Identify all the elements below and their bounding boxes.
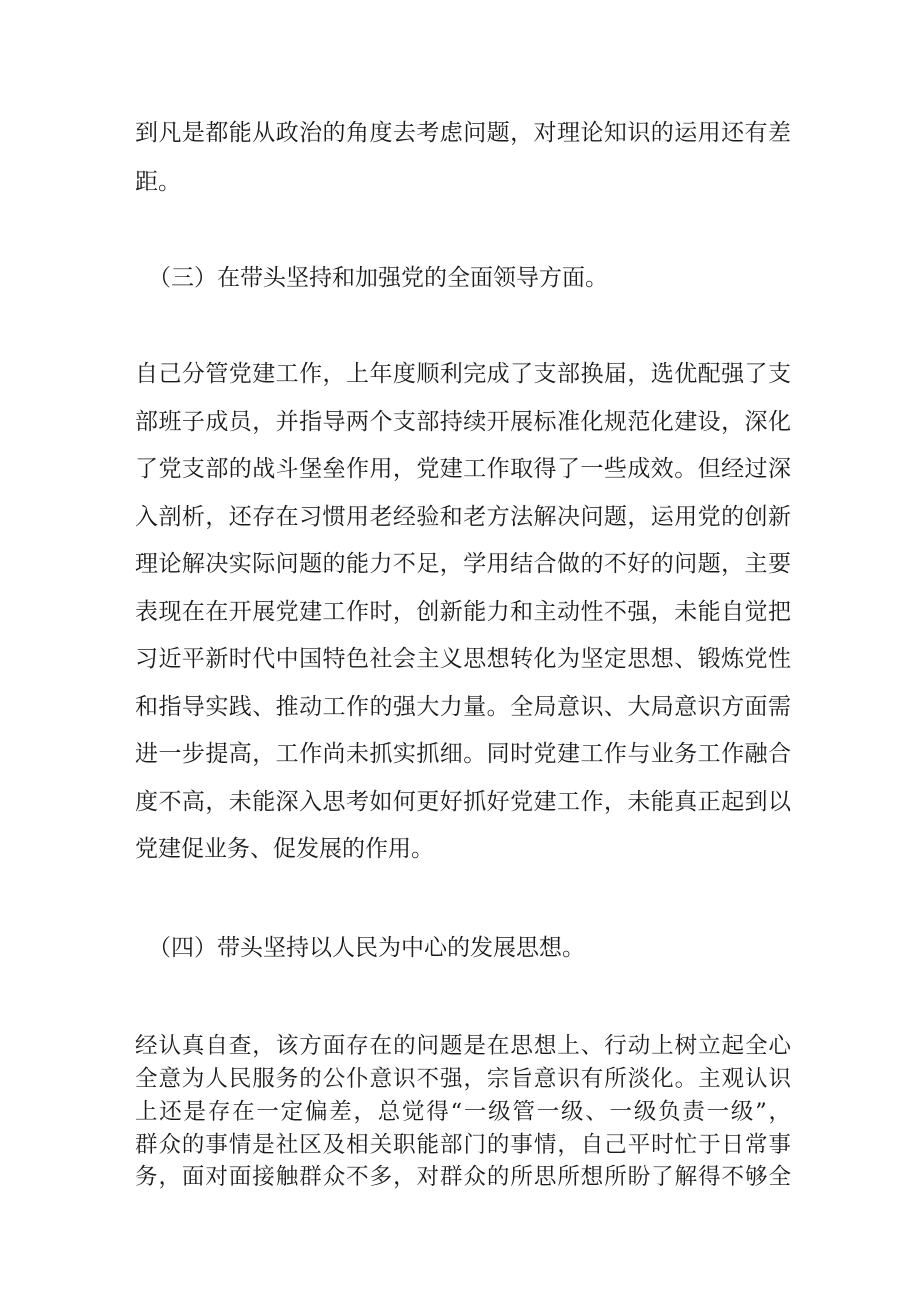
text-line: 和指导实践、推动工作的强大力量。全局意识、大局意识方面需 (135, 694, 791, 720)
text-line: 习近平新时代中国特色社会主义思想转化为坚定思想、锻炼党性 (135, 646, 791, 672)
text-line: 群众的事情是社区及相关职能部门的事情，自己平时忙于日常事 (135, 1132, 791, 1158)
text-line: 表现在在开展党建工作时，创新能力和主动性不强，未能自觉把 (135, 599, 791, 625)
text-line: 了党支部的战斗堡垒作用，党建工作取得了一些成效。但经过深 (135, 456, 791, 482)
text-line: 自己分管党建工作，上年度顺利完成了支部换届，选优配强了支 (135, 361, 791, 387)
text-line: 上还是存在一定偏差，总觉得“一级管一级、一级负责一级”， (135, 1099, 791, 1125)
text-line: 度不高，未能深入思考如何更好抓好党建工作，未能真正起到以 (135, 789, 791, 815)
text-line: 全意为人民服务的公仆意识不强，宗旨意识有所淡化。主观认识 (135, 1066, 791, 1092)
text-line: 到凡是都能从政治的角度去考虑问题，对理论知识的运用还有差 (135, 120, 791, 146)
text-line: 部班子成员，并指导两个支部持续开展标准化规范化建设，深化 (135, 409, 791, 435)
text-line: 距。 (135, 169, 181, 195)
text-line: 进一步提高，工作尚未抓实抓细。同时党建工作与业务工作融合 (135, 741, 791, 767)
text-line: 入剖析，还存在习惯用老经验和老方法解决问题，运用党的创新 (135, 504, 791, 530)
text-line: 理论解决实际问题的能力不足，学用结合做的不好的问题，主要 (135, 551, 791, 577)
text-line: 经认真自查，该方面存在的问题是在思想上、行动上树立起全心 (135, 1033, 791, 1059)
section-heading-3: （三）在带头坚持和加强党的全面领导方面。 (148, 265, 608, 291)
section-heading-4: （四）带头坚持以人民为中心的发展思想。 (148, 935, 585, 961)
text-line: 务，面对面接触群众不多，对群众的所思所想所盼了解得不够全 (135, 1164, 791, 1190)
text-line: 党建促业务、促发展的作用。 (135, 836, 434, 862)
